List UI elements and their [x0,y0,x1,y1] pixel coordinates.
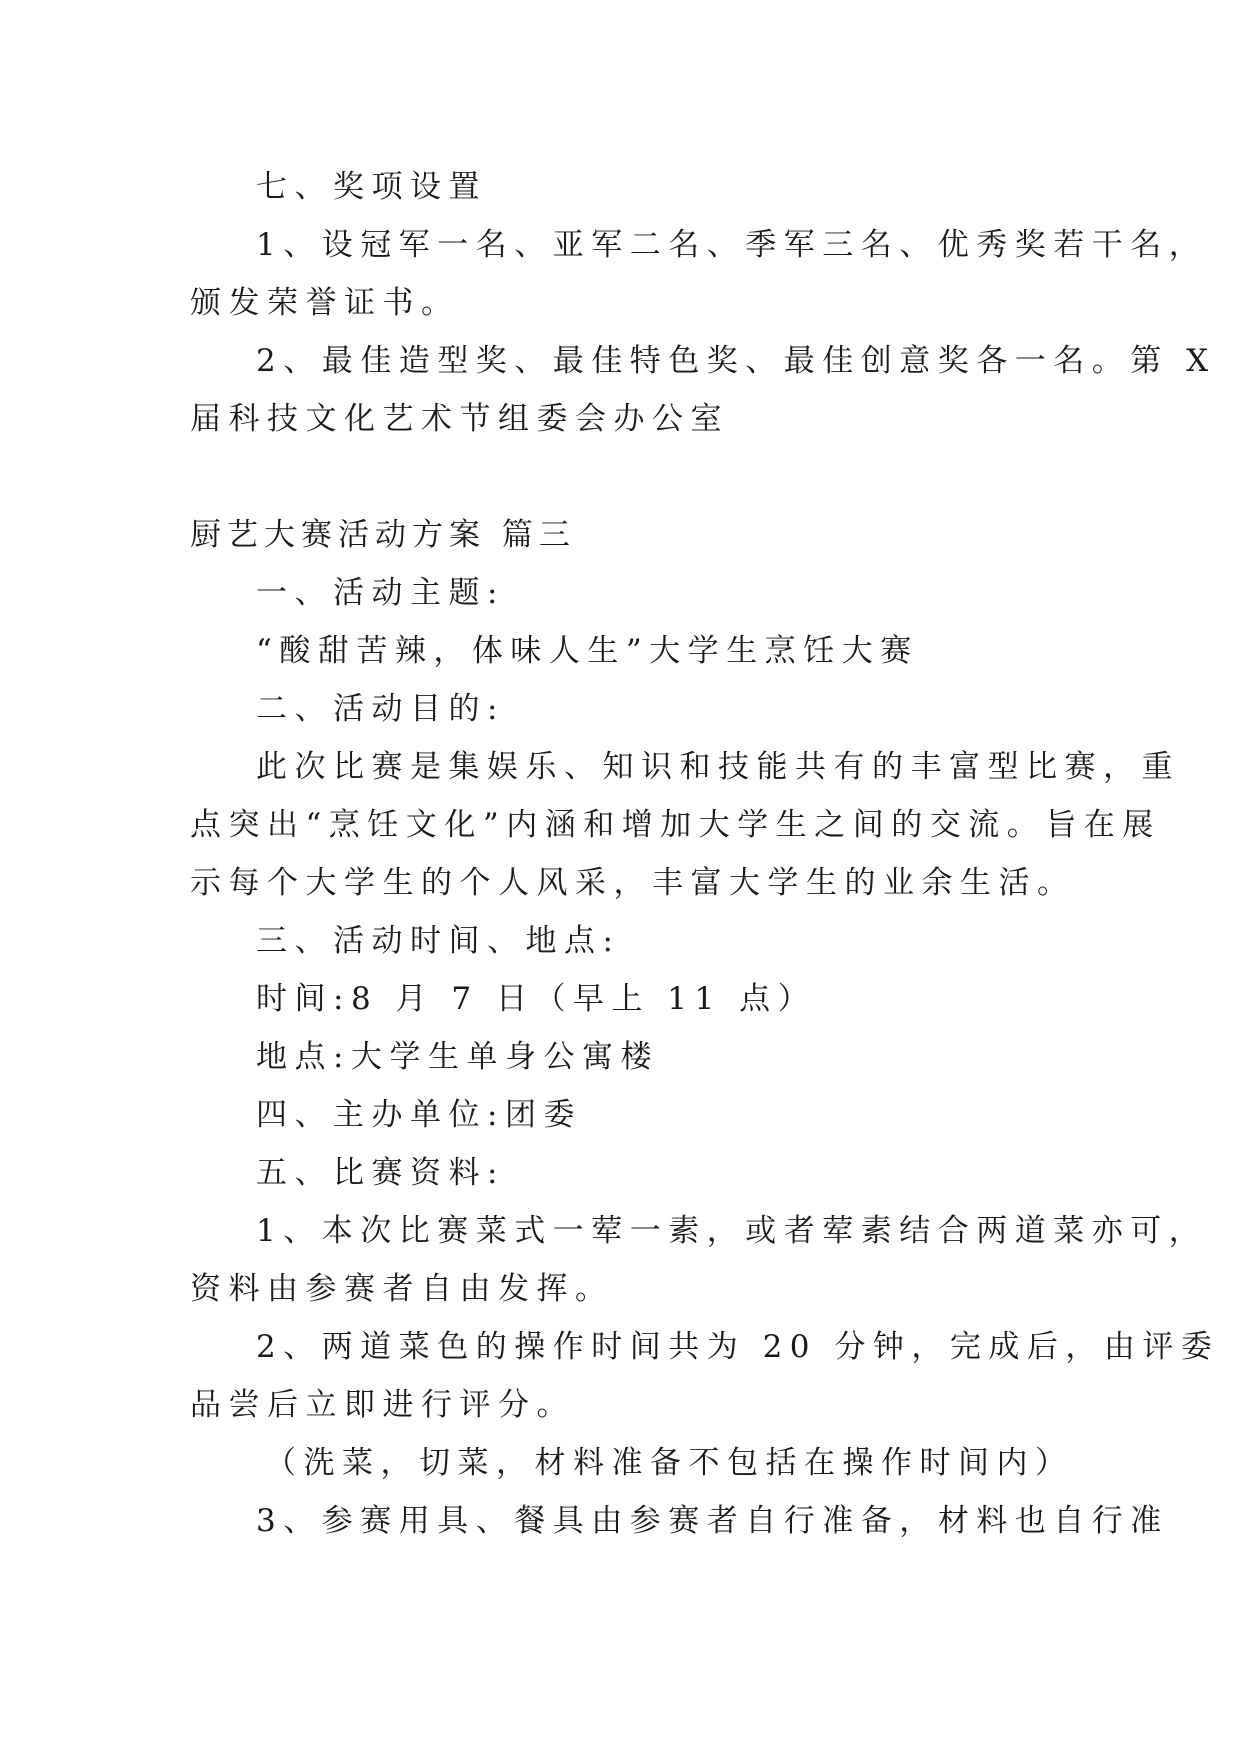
paragraph-line: 地点:大学生单身公寓楼 [256,1039,659,1075]
section-heading-organizer: 四、主办单位:团委 [256,1097,582,1133]
paragraph-line: （洗菜，切菜，材料准备不包括在操作时间内） [265,1445,1074,1481]
blank-line [190,448,1052,506]
section-heading-contents: 五、比赛资料: [256,1155,505,1191]
section-heading-purpose: 二、活动目的: [256,691,505,727]
document-title: 厨艺大赛活动方案 篇三 [190,517,576,553]
paragraph-line: 2、最佳造型奖、最佳特色奖、最佳创意奖各一名。第 X [256,343,1216,379]
paragraph-line: 点突出“烹饪文化”内涵和增加大学生之间的交流。旨在展 [190,807,1161,843]
paragraph-line: 示每个大学生的个人风采，丰富大学生的业余生活。 [190,865,1076,901]
paragraph-line: 时间:8 月 7 日（早上 11 点） [256,981,817,1017]
paragraph-line: 颁发荣誉证书。 [190,285,460,321]
paragraph-line: 1、本次比赛菜式一荤一素，或者荤素结合两道菜亦可， [256,1213,1208,1249]
paragraph-line: 3、参赛用具、餐具由参赛者自行准备，材料也自行准 [256,1503,1169,1539]
document-body [190,158,1220,1550]
paragraph-line: 资料由参赛者自由发挥。 [190,1271,614,1307]
paragraph-line: 2、两道菜色的操作时间共为 20 分钟，完成后，由评委 [256,1329,1220,1365]
paragraph-line: 届科技文化艺术节组委会办公室 [190,401,729,437]
section-heading-theme: 一、活动主题: [256,575,505,611]
section-heading-time-place: 三、活动时间、地点: [256,923,621,959]
section-heading-awards: 七、奖项设置 [256,169,487,205]
paragraph-line: 品尝后立即进行评分。 [190,1387,575,1423]
paragraph-line: 1、设冠军一名、亚军二名、季军三名、优秀奖若干名， [256,227,1208,263]
paragraph-line: “酸甜苦辣，体味人生”大学生烹饪大赛 [256,633,919,669]
paragraph-line: 此次比赛是集娱乐、知识和技能共有的丰富型比赛，重 [256,749,1180,785]
